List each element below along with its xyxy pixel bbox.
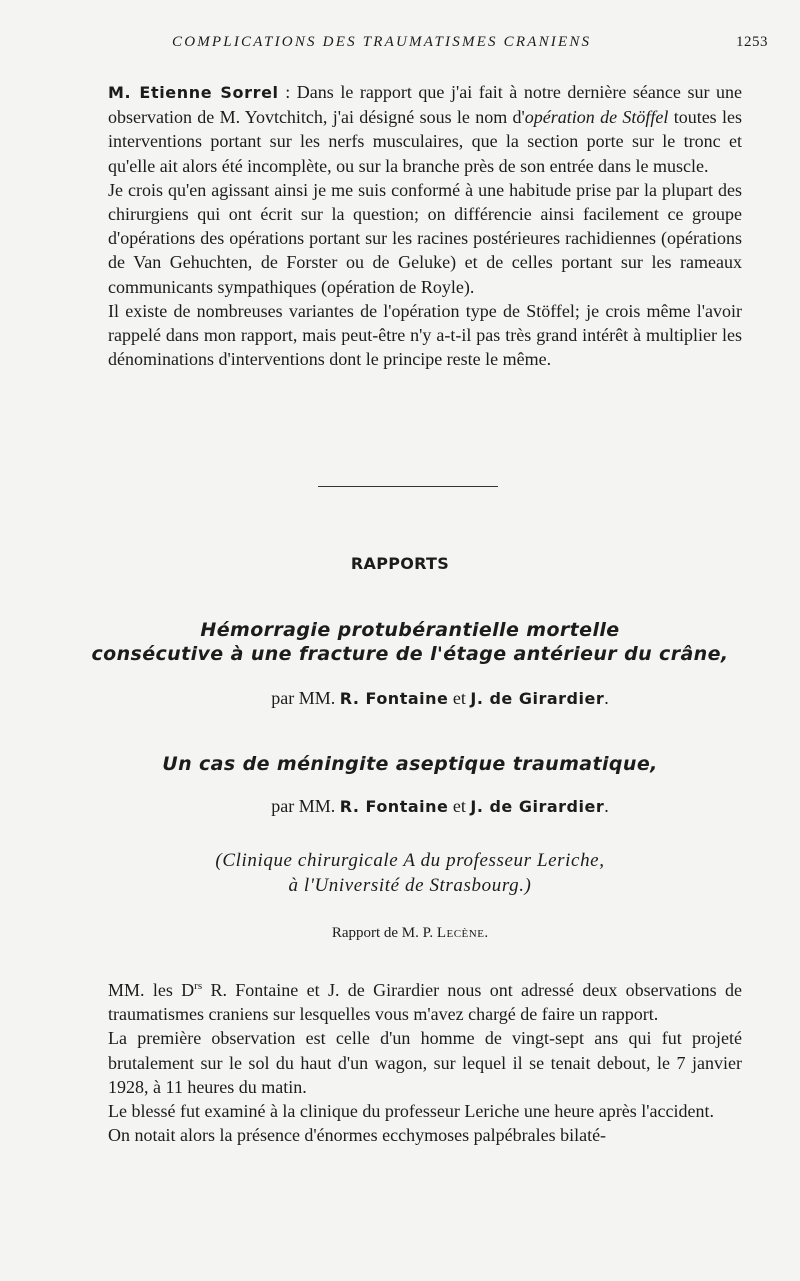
article-title-2: Un cas de méningite aseptique traumatique, (162, 753, 658, 775)
running-head (108, 34, 768, 58)
italic-term: opération de Stöffel (524, 107, 669, 128)
paragraph-intro (108, 974, 742, 1026)
paragraph-first-observation: La première observation est celle d'un homme de vingt-sept ans qui fut projeté brutalement sur le sol du haut d'un wagon, sur lequel il se tenait debout, le 7 janvier 1928, à 11 heures du matin. (108, 1028, 742, 1097)
clinic-line: à l'Université de Strasbourg.) (288, 875, 532, 896)
discussion-text (108, 80, 742, 371)
running-title: COMPLICATIONS DES TRAUMATISMES CRANIENS (172, 34, 592, 50)
paragraph-habit: Je crois qu'en agissant ainsi je me suis conformé à une habitude prise par la plupart des chirurgiens qui ont écrit sur la question; on différencie ainsi facilement ce groupe d'opérations des opérations portant sur les racines postérieures rachidiennes (opérations de Van Gehuchten, de Forster ou de Geluke) et de celles portant sur les rameaux communicants sympathiques (opération de Royle). (108, 179, 742, 297)
author-name: R. Fontaine (339, 689, 449, 708)
paragraph-text: R. Fontaine et J. de Girardier nous ont adressé deux observations de traumatismes craniens sur lesquelles vous m'avez chargé de faire un rapport. (108, 980, 742, 1025)
paragraph-examination: Le blessé fut examiné à la clinique du professeur Leriche une heure après l'accident. (108, 1101, 714, 1122)
byline-prefix: par MM. (271, 688, 340, 708)
byline-prefix: par MM. (271, 796, 340, 816)
byline-and: et (448, 796, 471, 816)
article-title-line: Hémorragie protubérantielle mortelle (200, 619, 620, 641)
byline-2 (60, 796, 800, 817)
rapporteur-name: Lecène (436, 925, 485, 941)
paragraph-text: MM. les D (108, 980, 195, 1000)
article-title-1 (60, 618, 760, 666)
page-number: 1253 (736, 34, 768, 50)
paragraph-sorrel (108, 80, 742, 178)
clinic-line: (Clinique chirurgicale A du professeur Leriche, (215, 850, 605, 871)
rapport-prefix: Rapport de M. P. (331, 925, 437, 941)
byline-1 (60, 688, 800, 709)
paragraph-ecchymoses: On notait alors la présence d'énormes ecchymoses palpébrales bilaté- (108, 1125, 607, 1146)
byline-end: . (604, 796, 609, 816)
section-divider (318, 486, 498, 487)
rapport-author (60, 925, 760, 942)
author-name: R. Fontaine (339, 797, 449, 816)
speaker-name: M. Etienne Sorrel (108, 83, 279, 102)
report-text (108, 974, 742, 1147)
byline-and: et (448, 688, 471, 708)
paragraph-variants: Il existe de nombreuses variantes de l'opération type de Stöffel; je crois même l'avoir rappelé dans mon rapport, mais peut-être n'y a-t-il pas très grand intérêt à multiplier les dénominations d'interventions dont le principe reste le même. (108, 300, 742, 370)
author-name: J. de Girardier (470, 797, 605, 816)
clinic-affiliation (60, 848, 760, 898)
section-title: RAPPORTS (350, 554, 450, 573)
rapport-suffix: . (484, 925, 489, 941)
paragraph-text: toutes les interventions portant sur les nerfs musculaires, que la section porte sur le tronc et qu'elle ait alors été incomplète, ou sur la branche près de son entrée dans le muscle. (108, 107, 742, 176)
article-title-line: consécutive à une fracture de l'étage antérieur du crâne, (91, 643, 729, 665)
superscript: rs (194, 980, 203, 992)
author-name: J. de Girardier (470, 689, 605, 708)
paragraph-text: : Dans le rapport que j'ai fait à notre dernière séance sur une observation de M. Yovtchitch, j'ai désigné sous le nom d' (108, 82, 742, 128)
byline-end: . (604, 688, 609, 708)
